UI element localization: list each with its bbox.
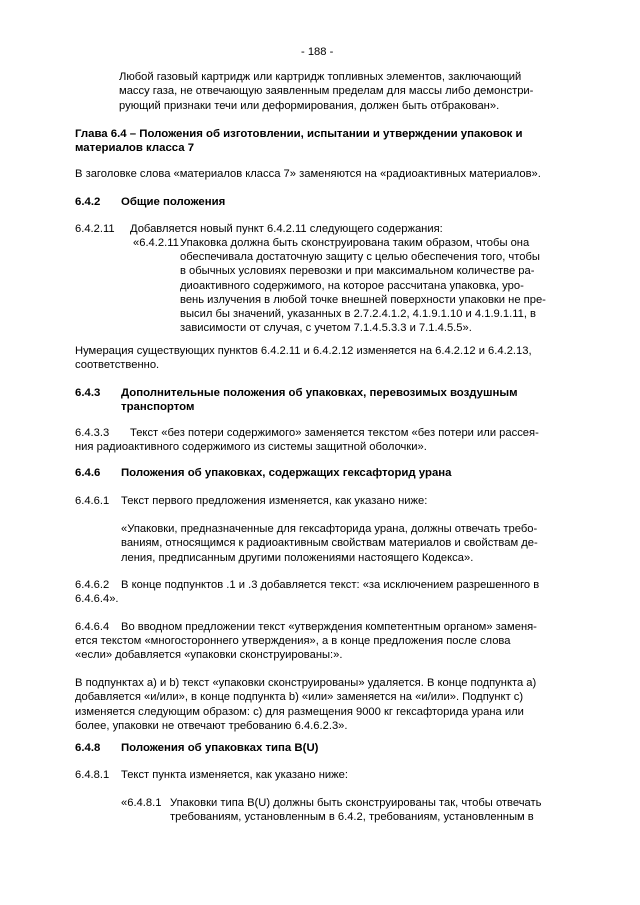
heading-line: Глава 6.4 – Положения об изготовлении, испытании и утверждении упаковок и — [75, 128, 523, 140]
text-line: Любой газовый картридж или картридж топливных элементов, заключающий — [119, 71, 522, 83]
text-line: более, упаковки не отвечают требованию 6.4.6.2.3». — [75, 719, 348, 732]
renumber-paragraph — [75, 344, 532, 373]
quote-block — [180, 236, 529, 250]
intro-paragraph — [119, 70, 565, 113]
section-title: Общие положения — [121, 196, 226, 208]
section-title: Положения об упаковках, содержащих гексафторид урана — [121, 467, 452, 479]
item-number: 6.4.6.2 — [75, 579, 110, 591]
text-line: ваниям, относящимся к радиоактивным свойствам материалов и свойствам де- — [121, 537, 538, 550]
quote-text-cont: требованиям, установленным в 6.4.2, требованиям, установленным в — [170, 811, 534, 823]
heading-line: Дополнительные положения об упаковках, перевозимых воздушным — [121, 387, 518, 399]
text-line: В подпунктах a) и b) текст «упаковки сконструированы» удаляется. В конце подпункта a) — [75, 677, 537, 689]
text-line: ления, предписанным другими положениями настоящего Кодекса». — [121, 551, 474, 564]
text-line: изменяется следующим образом: c) для размещения 9000 кг гексафторида урана или — [75, 705, 524, 718]
text-line: «если» добавляется «упаковки сконструированы:». — [75, 649, 343, 662]
subparagraph-block — [75, 676, 536, 733]
heading-line: транспортом — [121, 401, 195, 414]
text-line: рующий признаки течи или деформирования, должен быть отбракован». — [119, 99, 500, 112]
section-number: 6.4.2 — [75, 196, 101, 208]
item-text-cont: ния радиоактивного содержимого из системы защитной оболочки». — [75, 441, 427, 453]
quote-text: Упаковки типа B(U) должны быть сконструированы так, чтобы отвечать — [170, 797, 542, 809]
item-text-cont — [75, 634, 510, 663]
item-number: 6.4.8.1 — [75, 769, 110, 781]
section-title — [121, 386, 518, 415]
text-line: ется текстом «многостороннего утверждения», а в конце предложения после слова — [75, 635, 511, 647]
chapter-note: В заголовке слова «материалов класса 7» заменяются на «радиоактивных материалов». — [75, 168, 541, 180]
text-line: Нумерация существующих пунктов 6.4.2.11 и 6.4.2.12 изменяется на 6.4.2.12 и 6.4.2.13, — [75, 345, 532, 357]
section-number: 6.4.8 — [75, 742, 101, 754]
item-text: Добавляется новый пункт 6.4.2.11 следующего содержания: — [130, 223, 443, 235]
quote-number: «6.4.8.1 — [121, 797, 162, 809]
quote-block — [121, 522, 538, 565]
page-number: - 188 - — [301, 46, 334, 58]
item-number: 6.4.2.11 — [75, 223, 115, 235]
item-text: В конце подпунктов .1 и .3 добавляется текст: «за исключением разрешенного в — [121, 579, 540, 591]
text-line: высил бы значений, указанных в 2.7.2.4.1.2, 4.1.9.1.10 и 4.1.9.1.11, в — [180, 308, 536, 321]
item-text: Текст пункта изменяется, как указано ниже: — [121, 769, 348, 781]
item-text: Во вводном предложении текст «утверждения компетентным органом» заменя- — [121, 621, 537, 633]
section-title: Положения об упаковках типа B(U) — [121, 742, 319, 754]
heading-line: материалов класса 7 — [75, 142, 195, 155]
chapter-heading — [75, 127, 523, 156]
text-line: диоактивного содержимого, на которое рассчитана упаковка, уро- — [180, 279, 524, 292]
text-line: зависимости от случая, с учетом 7.1.4.5.3.3 и 7.1.4.5.5». — [180, 322, 472, 335]
text-line: вень излучения в любой точке внешней поверхности упаковки не пре- — [180, 293, 546, 306]
quote-block-cont — [180, 250, 546, 336]
item-number: 6.4.6.4 — [75, 621, 110, 633]
section-number: 6.4.3 — [75, 387, 101, 399]
text-line: обеспечивала достаточную защиту с целью обеспечения того, чтобы — [180, 251, 540, 263]
text-line: в обычных условиях перевозки и при максимальном количестве ра- — [180, 265, 535, 278]
text-line: соответственно. — [75, 359, 160, 372]
quote-number: «6.4.2.11 — [133, 237, 179, 249]
item-text-cont: 6.4.6.4». — [75, 593, 119, 605]
section-number: 6.4.6 — [75, 467, 101, 479]
text-line: массу газа, не отвечающую заявленным пределам для массы либо демонстри- — [119, 85, 534, 98]
item-number: 6.4.3.3 — [75, 427, 110, 439]
item-number: 6.4.6.1 — [75, 495, 110, 507]
text-line: «Упаковки, предназначенные для гексафторида урана, должны отвечать требо- — [121, 523, 538, 535]
text-line: Упаковка должна быть сконструирована таким образом, чтобы она — [180, 237, 530, 249]
item-text: Текст первого предложения изменяется, как указано ниже: — [121, 495, 428, 507]
item-text: Текст «без потери содержимого» заменяется текстом «без потери или рассея- — [130, 427, 539, 439]
text-line: добавляется «и/или», в конце подпункта b) «или» заменяется на «и/или». Подпункт c) — [75, 691, 524, 704]
